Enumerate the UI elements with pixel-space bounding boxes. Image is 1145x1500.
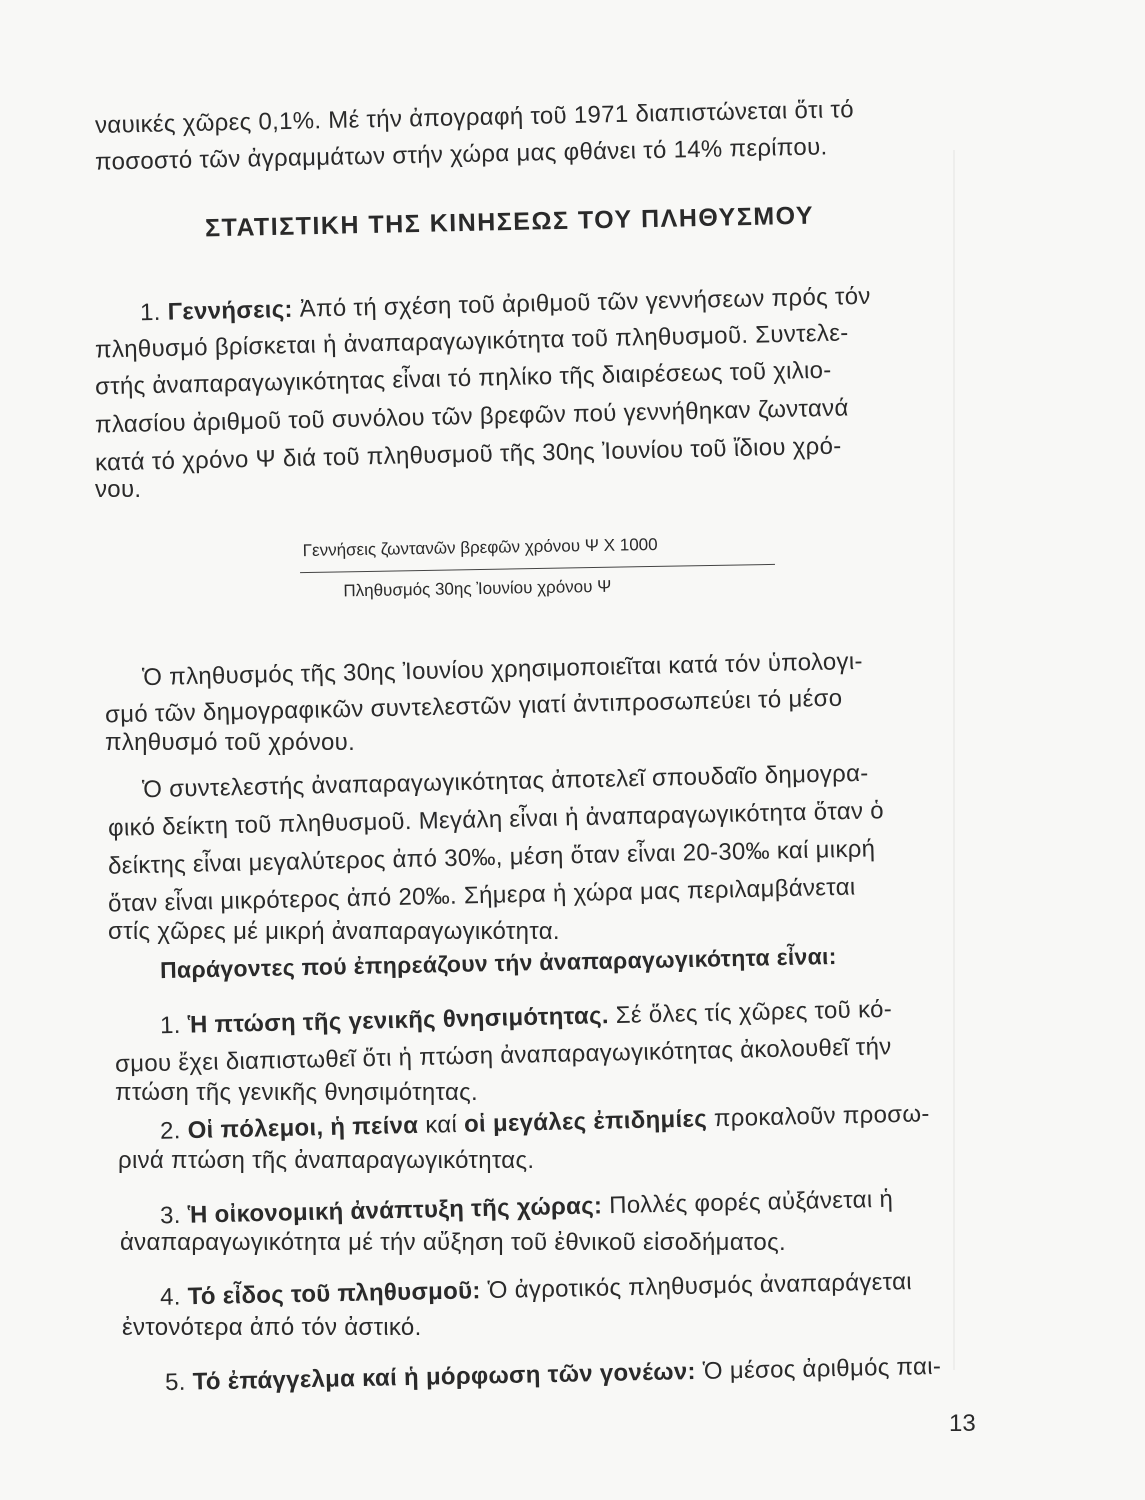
text-line: ἐντονότερα ἀπό τόν ἀστικό.: [122, 1314, 422, 1341]
text-line: δείκτης εἶναι μεγαλύτερος ἀπό 30‰, μέση ὅταν εἶναι 20-30‰ καί μικρή: [107, 835, 876, 880]
factor-title: Τό ἐπάγγελμα καί ἡ μόρφωση τῶν γονέων:: [192, 1358, 697, 1396]
section-heading: ΣΤΑΤΙΣΤΙΚΗ ΤΗΣ ΚΙΝΗΣΕΩΣ ΤΟΥ ΠΛΗΘΥΣΜΟΥ: [204, 201, 815, 243]
factor-number: 2.: [159, 1117, 182, 1145]
text-line: πληθυσμό βρίσκεται ἡ ἀναπαραγωγικότητα τοῦ πληθυσμοῦ. Συντελε-: [94, 319, 849, 364]
factor-text: Πολλές φορές αὐξάνεται ἡ: [601, 1185, 894, 1220]
factor-title: Οἱ πόλεμοι, ἡ πείνα: [187, 1111, 419, 1145]
factor-text: προκαλοῦν προσω-: [706, 1100, 930, 1133]
factor-number: 1.: [159, 1011, 182, 1040]
births-label: Γεννήσεις:: [167, 295, 294, 326]
factor-number: 5.: [164, 1368, 186, 1397]
factor-text: Σέ ὅλες τίς χῶρες τοῦ κό-: [608, 995, 893, 1030]
formula-denominator: Πληθυσμός 30ης Ἰουνίου χρόνου Ψ: [343, 576, 612, 601]
factor-text: Ὁ ἀγροτικός πληθυσμός ἀναπαράγεται: [480, 1268, 913, 1305]
factor-title: οἱ μεγάλες ἐπιδημίες: [463, 1105, 708, 1138]
factor-title: Τό εἶδος τοῦ πληθυσμοῦ:: [187, 1277, 481, 1311]
text-line: ὅταν εἶναι μικρότερος ἀπό 20‰. Σήμερα ἡ χώρα μας περιλαμβάνεται: [107, 873, 856, 918]
text-line: στίς χῶρες μέ μικρή ἀναπαραγωγικότητα.: [108, 918, 560, 945]
text-line: νου.: [95, 476, 142, 503]
text-line: κατά τό χρόνο Ψ διά τοῦ πληθυσμοῦ τῆς 30ης Ἰουνίου τοῦ ἴδιου χρό-: [94, 432, 842, 477]
fraction-bar: [300, 564, 775, 573]
text-line: πληθυσμό τοῦ χρόνου.: [105, 729, 356, 756]
factor-text: καί: [418, 1110, 465, 1139]
text-line: πτώση τῆς γενικῆς θνησιμότητας.: [115, 1079, 478, 1106]
factors-heading: Παράγοντες πού ἐπηρεάζουν τήν ἀναπαραγωγικότητα εἶναι:: [159, 942, 837, 984]
factor-number: 4.: [159, 1283, 181, 1311]
factor-5-first-line: [165, 1352, 942, 1398]
births-first-line: 1. Γεννήσεις: Ἀπό τή σχέση τοῦ ἀριθμοῦ τῶν γεννήσεων πρός τόν: [139, 282, 871, 327]
text-line: πλασίου ἀριθμοῦ τοῦ συνόλου τῶν βρεφῶν πού γεννήθηκαν ζωντανά: [94, 394, 849, 439]
factor-number: 3.: [159, 1201, 182, 1230]
factor-title: Ἡ πτώση τῆς γενικῆς θνησιμότητας.: [187, 1002, 610, 1039]
text-line: σμου ἔχει διαπιστωθεῖ ὅτι ἡ πτώση ἀναπαραγωγικότητας ἀκολουθεῖ τήν: [114, 1033, 892, 1078]
births-first-line-rest: Ἀπό τή σχέση τοῦ ἀριθμοῦ τῶν γεννήσεων πρός τόν: [292, 282, 871, 323]
factor-3-first-line: [160, 1185, 894, 1232]
factor-4-first-line: [160, 1267, 912, 1313]
page-number: 13: [949, 1410, 976, 1437]
text-line: ἀναπαραγωγικότητα μέ τήν αὔξηση τοῦ ἐθνικοῦ εἰσοδήματος.: [120, 1229, 786, 1256]
factor-title: Ἡ οἰκονομική ἀνάπτυξη τῆς χώρας:: [187, 1192, 603, 1229]
text-line: φικό δείκτη τοῦ πληθυσμοῦ. Μεγάλη εἶναι ἡ ἀναπαραγωγικότητα ὅταν ὁ: [107, 797, 885, 842]
text-line: Ὁ πληθυσμός τῆς 30ης Ἰουνίου χρησιμοποιεῖται κατά τόν ὑπολογι-: [141, 647, 864, 692]
formula-numerator: Γεννήσεις ζωντανῶν βρεφῶν χρόνου Ψ X 1000: [302, 534, 658, 561]
factor-text: Ὁ μέσος ἀριθμός παι-: [695, 1352, 942, 1386]
text-line: Ὁ συντελεστής ἀναπαραγωγικότητας ἀποτελεῖ σπουδαῖο δημογρα-: [141, 759, 869, 804]
text-line: σμό τῶν δημογραφικῶν συντελεστῶν γιατί ἀντιπροσωπεύει τό μέσο: [104, 684, 843, 729]
text-line: ρινά πτώση τῆς ἀναπαραγωγικότητας.: [118, 1147, 535, 1174]
text-line: στής ἀναπαραγωγικότητας εἶναι τό πηλίκο τῆς διαιρέσεως τοῦ χιλιο-: [94, 356, 832, 401]
text-line: ναυικές χῶρες 0,1%. Μέ τήν ἀπογραφή τοῦ 1971 διαπιστώνεται ὅτι τό: [94, 96, 855, 139]
formula-fraction: [299, 532, 775, 603]
text-line: ποσοστό τῶν ἀγραμμάτων στήν χώρα μας φθάνει τό 14% περίπου.: [94, 133, 828, 176]
